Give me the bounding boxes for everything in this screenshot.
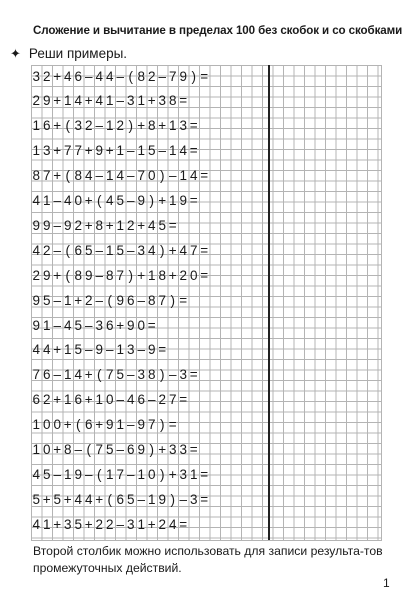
example-row: 9 5 – 1 + 2 – ( 9 6 – 8 7 ) = bbox=[32, 292, 188, 308]
example-row: 1 0 0 + ( 6 + 9 1 – 9 7 ) = bbox=[32, 417, 177, 433]
example-row: 4 5 – 1 9 – ( 1 7 – 1 0 ) + 3 1 = bbox=[32, 466, 209, 482]
example-row: 4 4 + 1 5 – 9 – 1 3 – 9 = bbox=[32, 342, 167, 358]
footer-note: Второй столбик можно использовать для записи результа-тов промежуточных действий. bbox=[33, 544, 383, 575]
example-row: 8 7 + ( 8 4 – 1 4 – 7 0 ) – 1 4 = bbox=[32, 168, 209, 184]
example-row: 2 9 + 1 4 + 4 1 – 3 1 + 3 8 = bbox=[32, 93, 188, 109]
column-divider bbox=[268, 65, 270, 540]
example-row: 2 9 + ( 8 9 – 8 7 ) + 1 8 + 2 0 = bbox=[32, 267, 209, 283]
example-row: 4 1 – 4 0 + ( 4 5 – 9 ) + 1 9 = bbox=[32, 193, 198, 208]
example-row: 1 0 + 8 – ( 7 5 – 6 9 ) + 3 3 = bbox=[32, 442, 198, 457]
example-row: 9 9 – 9 2 + 8 + 1 2 + 4 5 = bbox=[32, 217, 177, 233]
example-row: 4 1 + 3 5 + 2 2 – 3 1 + 2 4 = bbox=[32, 516, 188, 532]
instruction-text: Реши примеры. bbox=[28, 46, 128, 61]
example-row: 3 2 + 4 6 – 4 4 – ( 8 2 – 7 9 ) = bbox=[32, 68, 209, 84]
example-row: 1 3 + 7 7 + 9 + 1 – 1 5 – 1 4 = bbox=[32, 143, 198, 159]
four-point-star-icon: ✦ bbox=[10, 46, 21, 61]
instruction bbox=[10, 46, 127, 62]
example-row: 7 6 – 1 4 + ( 7 5 – 3 8 ) – 3 = bbox=[32, 367, 198, 383]
example-row: 5 + 5 + 4 4 + ( 6 5 – 1 9 ) – 3 = bbox=[32, 491, 209, 507]
page-number: 1 bbox=[383, 576, 390, 590]
example-row: 6 2 + 1 6 + 1 0 – 4 6 – 2 7 = bbox=[32, 392, 188, 408]
example-row: 4 2 – ( 6 5 – 1 5 – 3 4 ) + 4 7 = bbox=[32, 242, 209, 258]
example-row: 1 6 + ( 3 2 – 1 2 ) + 8 + 1 3 = bbox=[32, 118, 198, 134]
example-row: 9 1 – 4 5 – 3 6 + 9 0 = bbox=[32, 317, 156, 333]
page-title: Сложение и вычитание в пределах 100 без скобок и со скобками bbox=[33, 24, 403, 37]
